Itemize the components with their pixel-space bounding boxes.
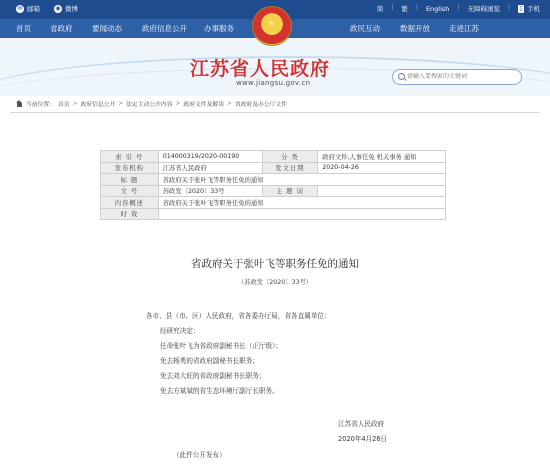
weibo-link[interactable]: ◉ 微博 xyxy=(55,4,78,13)
document-publish-note: （此件公开发布） xyxy=(173,451,226,459)
site-title[interactable]: 江苏省人民政府 xyxy=(190,58,331,80)
breadcrumb-item-gov-documents[interactable]: 政府文件及解读 xyxy=(183,102,224,108)
nav-item-interaction[interactable]: 政民互动 xyxy=(350,24,380,33)
document-paragraph: 免去刘大旺的省政府副秘书长职务； xyxy=(160,372,266,380)
document-salutation: 各市、县（市、区）人民政府，省各委办厅局，省各直属单位： xyxy=(146,312,331,320)
search-icon[interactable] xyxy=(398,73,405,80)
top-utility-bar: ✉ 邮箱 ◉ 微博 简 | 繁 | English | 无障碍浏览 | ▯ 手机 xyxy=(0,0,550,19)
nav-item-news[interactable]: 要闻动态 xyxy=(92,24,122,33)
table-row: 文 号 苏政发〔2020〕33号 主 题 词 xyxy=(101,185,446,197)
home-icon xyxy=(16,100,23,107)
lang-english-link[interactable]: English xyxy=(425,4,450,13)
mail-link[interactable]: ✉ 邮箱 xyxy=(17,4,40,13)
table-row: 索 引 号 014000319/2020-00190 分 类 政府文件,人事任免 机关事务 通知 xyxy=(101,151,446,163)
site-banner xyxy=(0,38,550,96)
document-paragraph: 免去方斌斌的省生态环境厅副厅长职务。 xyxy=(160,387,279,395)
search-box[interactable] xyxy=(392,69,522,85)
site-url: www.jiangsu.gov.cn xyxy=(236,79,311,87)
nav-item-about-jiangsu[interactable]: 走进江苏 xyxy=(449,24,479,33)
breadcrumb: 当前位置： 首页 > 政府信息公开 > 法定主动公开内容 > 政府文件及解读 > 省政府及办公厅文件 xyxy=(16,99,287,108)
national-emblem-icon xyxy=(252,6,292,46)
mail-icon: ✉ xyxy=(17,4,23,12)
nav-item-province-government[interactable]: 省政府 xyxy=(50,24,73,33)
document-sign-date: 2020年4月26日 xyxy=(338,435,388,443)
breadcrumb-item-info-disclosure[interactable]: 政府信息公开 xyxy=(80,102,116,108)
document-title: 省政府关于张叶飞等职务任免的通知 xyxy=(191,258,359,270)
nav-item-info-disclosure[interactable]: 政府信息公开 xyxy=(142,24,187,33)
weibo-icon: ◉ xyxy=(55,4,61,12)
mobile-link[interactable]: ▯ 手机 xyxy=(519,4,540,13)
nav-item-services[interactable]: 办事服务 xyxy=(204,24,234,33)
search-input[interactable] xyxy=(407,73,507,80)
table-row: 时 效 xyxy=(101,208,446,220)
lang-traditional-link[interactable]: 繁 xyxy=(401,5,408,13)
document-paragraph: 免去杨勇的省政府副秘书长职务； xyxy=(160,357,259,365)
table-row: 发布机构 江苏省人民政府 发文日期 2020-04-26 xyxy=(101,162,446,174)
document-number: （苏政发〔2020〕33号） xyxy=(237,279,313,286)
divider xyxy=(10,112,540,113)
breadcrumb-item-office-documents[interactable]: 省政府及办公厅文件 xyxy=(234,102,288,108)
document-signer: 江苏省人民政府 xyxy=(338,420,385,428)
document-paragraph: 任命张叶飞为省政府副秘书长（正厅级）； xyxy=(160,342,282,350)
document-metadata-table xyxy=(100,150,446,220)
mobile-icon: ▯ xyxy=(519,4,523,12)
breadcrumb-item-statutory-content[interactable]: 法定主动公开内容 xyxy=(126,102,173,108)
table-row: 标 题 省政府关于张叶飞等职务任免的通知 xyxy=(101,174,446,186)
nav-item-open-data[interactable]: 数据开放 xyxy=(400,24,430,33)
breadcrumb-item-home[interactable]: 首页 xyxy=(58,102,70,108)
table-row: 内容概述 省政府关于张叶飞等职务任免的通知 xyxy=(101,197,446,209)
lang-simplified-link[interactable]: 简 xyxy=(376,5,384,13)
accessibility-link[interactable]: 无障碍浏览 xyxy=(467,5,500,13)
nav-item-home[interactable]: 首页 xyxy=(16,24,31,33)
document-paragraph: 经研究决定： xyxy=(160,327,200,335)
